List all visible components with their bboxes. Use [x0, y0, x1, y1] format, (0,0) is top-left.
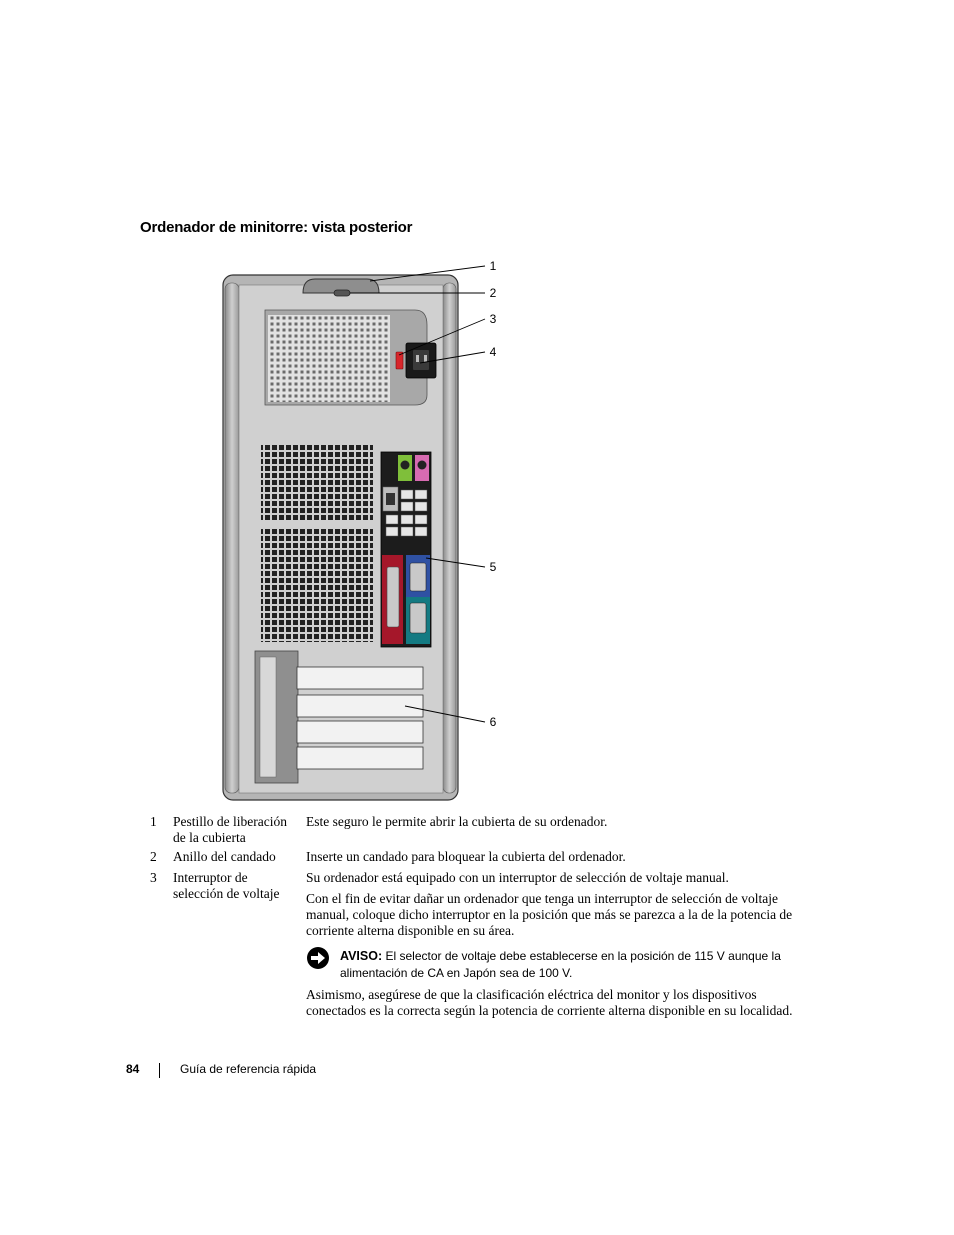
- footer-separator: [159, 1063, 160, 1078]
- notice-text: [340, 948, 810, 981]
- item-number: 1: [150, 814, 157, 829]
- computer-rear-view-illustration: [215, 255, 515, 805]
- item-description: Asimismo, asegúrese de que la clasificación eléctrica del monitor y los dispositivos conectados es la correcta según la potencia de corriente alterna disponible en su localidad.: [306, 987, 793, 1018]
- item-name: Pestillo de liberación de la cubierta: [173, 814, 287, 845]
- table-row: [0, 814, 954, 848]
- notice-body: El selector de voltaje debe establecerse en la posición de 115 V aunque la alimentación de CA en Japón sea de 100 V.: [340, 949, 781, 980]
- case-side-left: [225, 283, 239, 793]
- item-description: Con el fin de evitar dañar un ordenador que tenga un interruptor de selección de voltaje manual, coloque dicho interruptor en la posición que más se parezca a la de la potencia de corriente alterna disponible en su área.: [306, 891, 793, 938]
- item-description: Su ordenador está equipado con un interruptor de selección de voltaje manual.: [306, 870, 729, 885]
- callout-4: 4: [489, 345, 497, 359]
- parallel-port: [387, 567, 399, 627]
- callout-5: 5: [489, 560, 497, 574]
- item-number: 3: [150, 870, 157, 885]
- item-name: Interruptor de selección de voltaje: [173, 870, 280, 901]
- page-number: 84: [126, 1062, 140, 1076]
- case-side-right: [443, 283, 456, 793]
- item-description: Inserte un candado para bloquear la cubierta del ordenador.: [306, 849, 626, 864]
- callout-1: 1: [489, 259, 497, 273]
- item-name: Anillo del candado: [173, 849, 276, 864]
- table-row: [0, 849, 954, 867]
- notice-arrow-icon: [306, 946, 330, 970]
- callout-3: 3: [489, 312, 497, 326]
- callout-2: 2: [489, 286, 497, 300]
- notice-label: AVISO:: [340, 949, 383, 963]
- footer-title: Guía de referencia rápida: [180, 1062, 317, 1076]
- section-title: Ordenador de minitorre: vista posterior: [140, 219, 413, 236]
- lower-case-vent: [261, 527, 373, 642]
- serial-port: [410, 603, 426, 633]
- padlock-ring: [334, 290, 350, 296]
- video-port: [410, 563, 426, 591]
- upper-case-vent: [261, 445, 373, 520]
- item-number: 2: [150, 849, 157, 864]
- psu-vent-grille: [268, 315, 390, 402]
- item-description: Este seguro le permite abrir la cubierta de su ordenador.: [306, 814, 608, 829]
- callout-6: 6: [489, 715, 497, 729]
